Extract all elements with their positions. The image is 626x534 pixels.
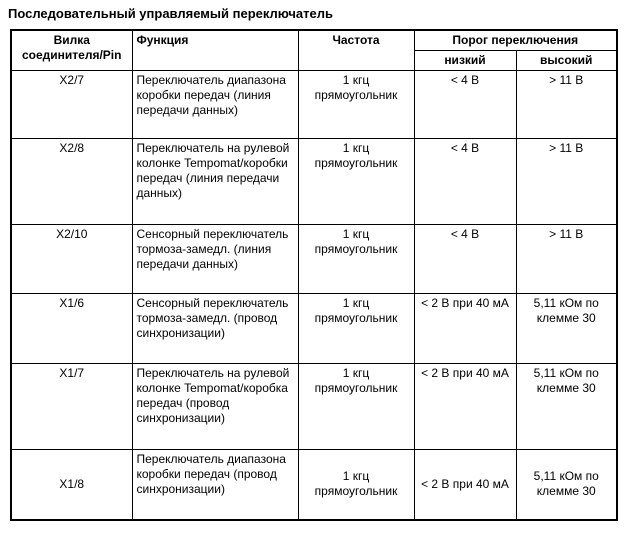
cell-low: < 2 В при 40 мА bbox=[414, 294, 516, 364]
cell-function: Сенсорный переключатель тормоза-замедл. (линия передачи данных) bbox=[132, 225, 298, 294]
cell-low: < 2 В при 40 мА bbox=[414, 450, 516, 520]
cell-function: Переключатель на рулевой колонке Tempomat/коробки передач (линия передачи данных) bbox=[132, 139, 298, 225]
header-threshold: Порог переключения bbox=[414, 30, 617, 51]
cell-low: < 4 В bbox=[414, 225, 516, 294]
cell-high: 5,11 кОм по клемме 30 bbox=[516, 450, 617, 520]
header-low: низкий bbox=[414, 51, 516, 71]
cell-pin: X1/8 bbox=[11, 450, 132, 520]
cell-pin: X1/7 bbox=[11, 364, 132, 450]
cell-high: 5,11 кОм по клемме 30 bbox=[516, 294, 617, 364]
cell-frequency: 1 кгц прямоугольник bbox=[298, 450, 414, 520]
table-row bbox=[11, 450, 617, 520]
cell-frequency: 1 кгц прямоугольник bbox=[298, 225, 414, 294]
cell-frequency: 1 кгц прямоугольник bbox=[298, 294, 414, 364]
table-row bbox=[11, 139, 617, 225]
table-row bbox=[11, 294, 617, 364]
page-title: Последовательный управляемый переключатель bbox=[8, 6, 334, 21]
table-row bbox=[11, 71, 617, 139]
cell-function: Переключатель диапазона коробки передач (провод синхронизации) bbox=[132, 450, 298, 520]
cell-high: > 11 В bbox=[516, 71, 617, 139]
table-row bbox=[11, 225, 617, 294]
header-function: Функция bbox=[132, 30, 298, 71]
cell-low: < 2 В при 40 мА bbox=[414, 364, 516, 450]
cell-frequency: 1 кгц прямоугольник bbox=[298, 139, 414, 225]
cell-frequency: 1 кгц прямоугольник bbox=[298, 364, 414, 450]
cell-pin: X1/6 bbox=[11, 294, 132, 364]
cell-function: Переключатель на рулевой колонке Tempomat/коробка передач (провод синхронизации) bbox=[132, 364, 298, 450]
switch-spec-table bbox=[10, 29, 618, 521]
header-high: высокий bbox=[516, 51, 617, 71]
header-frequency: Частота bbox=[298, 30, 414, 71]
cell-pin: X2/8 bbox=[11, 139, 132, 225]
cell-frequency: 1 кгц прямоугольник bbox=[298, 71, 414, 139]
cell-function: Переключатель диапазона коробки передач (линия передачи данных) bbox=[132, 71, 298, 139]
cell-high: 5,11 кОм по клемме 30 bbox=[516, 364, 617, 450]
header-pin: Вилка соединителя/Pin bbox=[11, 30, 132, 71]
cell-high: > 11 В bbox=[516, 225, 617, 294]
cell-low: < 4 В bbox=[414, 139, 516, 225]
cell-pin: X2/7 bbox=[11, 71, 132, 139]
cell-function: Сенсорный переключатель тормоза-замедл. (провод синхронизации) bbox=[132, 294, 298, 364]
table-row bbox=[11, 364, 617, 450]
cell-pin: X2/10 bbox=[11, 225, 132, 294]
cell-high: > 11 В bbox=[516, 139, 617, 225]
cell-low: < 4 В bbox=[414, 71, 516, 139]
table-header-row bbox=[11, 30, 617, 51]
